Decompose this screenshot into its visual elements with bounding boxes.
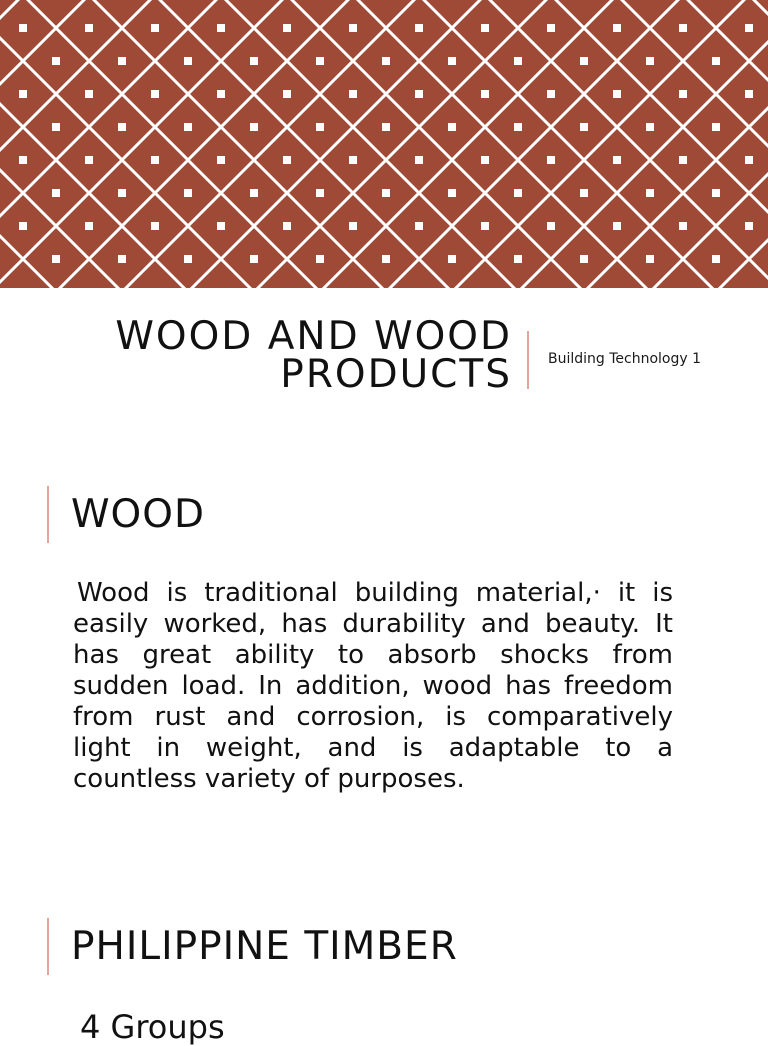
presentation-subtitle: Building Technology 1 (548, 351, 702, 367)
section-body-wood: Wood is traditional building material,· it is easily worked, has durability and beauty. It has great ability to absorb shocks from sudden load. In addition, wood has freedom from rust and corrosion, is comparatively light in weight, and is adaptable to a countless variety of purposes. (73, 578, 673, 794)
diamond-pattern (0, 0, 768, 288)
section-accent-bar (47, 486, 49, 543)
presentation-title (0, 314, 512, 397)
section-heading-wood: WOOD (71, 492, 205, 537)
section-body-philippine-timber: 4 Groups (80, 1008, 225, 1046)
section-heading-philippine-timber: PHILIPPINE TIMBER (71, 924, 458, 969)
title-line-1: WOOD AND WOOD (115, 314, 512, 359)
section-accent-bar (47, 918, 49, 975)
title-divider (527, 331, 529, 389)
title-line-2: PRODUCTS (280, 352, 512, 397)
decorative-banner (0, 0, 768, 288)
